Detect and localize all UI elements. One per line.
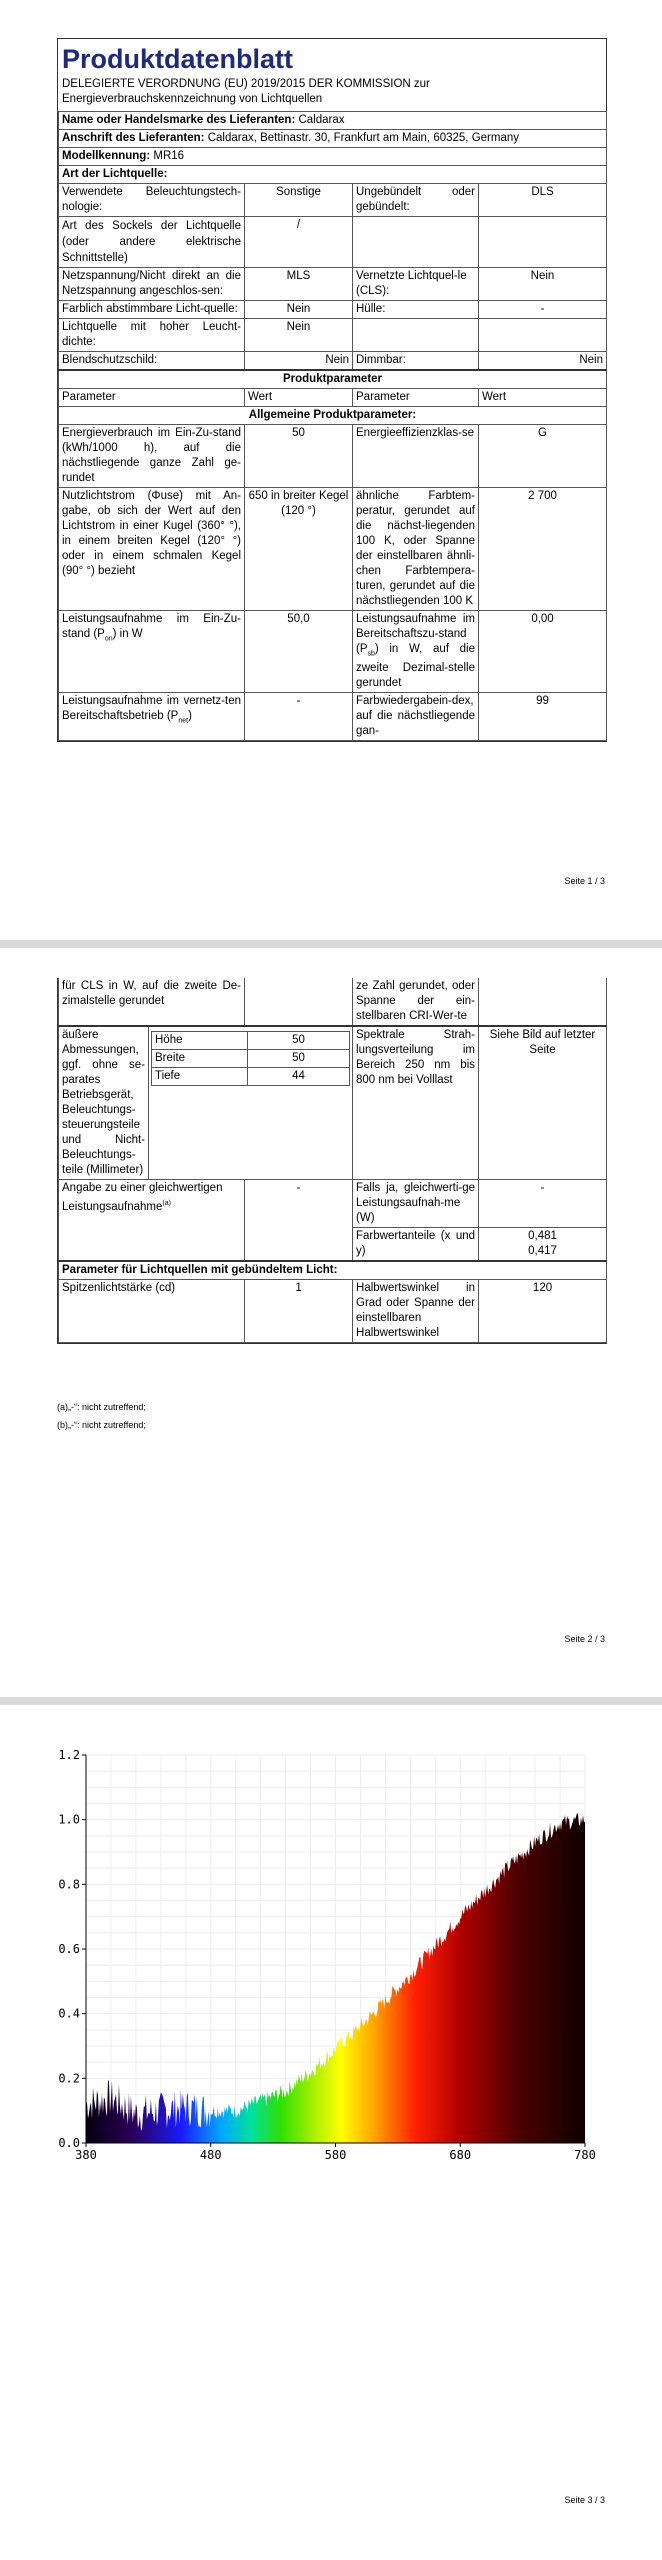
dimensions-cell [149, 1026, 353, 1180]
x-tick-label: 680 [449, 2148, 472, 2162]
model-label: Modellkennung: [62, 150, 151, 162]
address-row [59, 130, 607, 148]
dimensions-label: äußere Abmessungen, ggf. ohne se-parates Betriebsgerät, Beleuchtungs-steuerungsteile und Nicht-Beleuchtungs-teile (Millimeter) [59, 1026, 149, 1180]
page-number: Seite 2 / 3 [564, 1634, 605, 1644]
brand-row [59, 112, 607, 130]
row-label: Blendschutzschild: [59, 352, 245, 371]
type-heading: Art der Lichtquelle: [59, 166, 607, 184]
row-label: Art des Sockels der Lichtquelle (oder andere elektrische Schnittstelle) [59, 217, 245, 268]
param-value [245, 978, 353, 1026]
row-value: / [245, 217, 353, 268]
spectral-label: Spektrale Strah-lungsverteilung im Bereich 250 nm bis 800 nm bei Volllast [353, 1026, 479, 1180]
param-label: Leistungsaufnahme im Bereitschaftszu-stand $(P_{sb})$ in W, auf die zweite Dezimal-stelle gerundet [353, 611, 479, 693]
table-row [59, 301, 607, 319]
model-value: MR16 [153, 150, 185, 162]
param-label: Leistungsaufnahme im vernetz-ten Bereitschaftsbetrieb $(P_{net})$ [59, 693, 245, 741]
page-3 [0, 1705, 662, 2560]
x-tick-label: 780 [574, 2148, 596, 2162]
row-label: Dimmbar: [353, 352, 479, 371]
table-row [59, 268, 607, 301]
brand-label: Name oder Handelsmarke des Lieferanten: [62, 114, 296, 126]
x-tick-label: 380 [75, 2148, 97, 2162]
row-label [353, 217, 479, 268]
dim-value: 44 [248, 1068, 350, 1086]
param-label: Nutzlichtstrom (Φuse) mit An-gabe, ob sich der Wert auf den Lichtstrom in einer Kugel (360° °), in einem breiten Kegel (120° °) oder in einem schmalen Kegel (90° °) bezieht [59, 488, 245, 611]
param-value: G [479, 425, 607, 488]
param-value: 50 [245, 425, 353, 488]
row-value [479, 217, 607, 268]
table-row [59, 1026, 607, 1180]
page-1 [0, 0, 662, 935]
param-value: - [245, 693, 353, 741]
param-value: 99 [479, 693, 607, 741]
row-value: Sonstige [245, 184, 353, 217]
spectral-distribution-chart [0, 1745, 662, 2165]
table-row [59, 978, 607, 1026]
general-parameters-heading: Allgemeine Produktparameter: [59, 407, 607, 425]
row-label: Vernetzte Lichtquel-le (CLS): [353, 268, 479, 301]
param-value: 2 700 [479, 488, 607, 611]
equiv-label: Angabe zu einer gleichwertigen Leistungsaufnahme$^{(a)}$ [59, 1180, 245, 1262]
y-tick-label: 0.8 [58, 1877, 80, 1892]
row-label: Farblich abstimmbare Licht-quelle: [59, 301, 245, 319]
datasheet-table-p2 [57, 978, 607, 1344]
page-2 [0, 948, 662, 1693]
page-number: Seite 1 / 3 [564, 876, 605, 886]
table-row [59, 352, 607, 371]
directional-heading: Parameter für Lichtquellen mit gebündeltem Licht: [59, 1261, 607, 1280]
row-value: - [479, 301, 607, 319]
param-value: 50,0 [245, 611, 353, 693]
row-value: DLS [479, 184, 607, 217]
dim-value: 50 [248, 1050, 350, 1068]
footnote-b: (b)„-“: nicht zutreffend; [57, 1420, 146, 1430]
x-tick-label: 480 [199, 2148, 222, 2162]
row-value: MLS [245, 268, 353, 301]
page-title: Produktdatenblatt [62, 44, 294, 74]
brand-value: Caldarax [298, 114, 345, 126]
table-row [59, 1180, 607, 1228]
row-value: Nein [479, 268, 607, 301]
table-row [59, 693, 607, 741]
param-label: Farbwiedergabein-dex, auf die nächstliegende gan- [353, 693, 479, 741]
row-value: Nein [479, 352, 607, 371]
beam-label: Halbwertswinkel in Grad oder Spanne der einstellbaren Halbwertswinkel [353, 1280, 479, 1343]
row-label: Hülle: [353, 301, 479, 319]
table-row [59, 319, 607, 352]
table-row [59, 488, 607, 611]
col-header: Parameter [59, 389, 245, 407]
table-row [59, 217, 607, 268]
chroma-y: 0,417 [528, 1245, 557, 1257]
address-value: Caldarax, Bettinastr. 30, Frankfurt am Main, 60325, Germany [207, 132, 519, 144]
param-label: Energieverbrauch im Ein-Zu-stand (kWh/1000 h), auf die nächstliegende ganze Zahl ge-rundet [59, 425, 245, 488]
row-value [479, 319, 607, 352]
param-label: ähnliche Farbtem-peratur, gerundet auf die nächst-liegenden 100 K, oder Spanne der einstellbaren ähnli-chen Farbtempera-turen, gerundet auf die nächstliegenden 100 K [353, 488, 479, 611]
page-separator [0, 940, 662, 948]
dim-name: Höhe [152, 1032, 248, 1050]
dim-value: 50 [248, 1032, 350, 1050]
x-tick-label: 580 [324, 2148, 347, 2162]
row-value: Nein [245, 301, 353, 319]
y-tick-label: 0.2 [58, 2071, 80, 2086]
col-header: Wert [479, 389, 607, 407]
chart-plot-area [58, 1748, 596, 2162]
dim-name: Breite [152, 1050, 248, 1068]
y-tick-label: 1.0 [58, 1812, 80, 1827]
equiv2-value: - [479, 1180, 607, 1228]
page-number: Seite 3 / 3 [564, 2495, 605, 2505]
table-row [59, 184, 607, 217]
table-row [59, 1280, 607, 1343]
address-label: Anschrift des Lieferanten: [62, 132, 205, 144]
chroma-label: Farbwertanteile (x und y) [353, 1228, 479, 1262]
chroma-values [479, 1228, 607, 1262]
y-tick-label: 1.2 [58, 1748, 80, 1762]
col-header: Wert [245, 389, 353, 407]
row-label: Verwendete Beleuchtungstech-nologie: [59, 184, 245, 217]
param-value [479, 978, 607, 1026]
row-label: Ungebündelt oder gebündelt: [353, 184, 479, 217]
chroma-x: 0,481 [528, 1230, 557, 1242]
param-label: Leistungsaufnahme im Ein-Zu-stand $(P_{on})$ in W [59, 611, 245, 693]
col-header: Parameter [353, 389, 479, 407]
table-row [59, 611, 607, 693]
row-value: Nein [245, 352, 353, 371]
page-separator [0, 1697, 662, 1705]
param-value: 650 in breiter Kegel (120 °) [245, 488, 353, 611]
peak-label: Spitzenlichtstärke (cd) [59, 1280, 245, 1343]
param-value: 0,00 [479, 611, 607, 693]
equiv2-label: Falls ja, gleichwerti-ge Leistungsaufnah-me (W) [353, 1180, 479, 1228]
y-tick-label: 0.0 [58, 2136, 80, 2150]
param-label: Energieeffizienzklas-se [353, 425, 479, 488]
row-value: Nein [245, 319, 353, 352]
param-label: ze Zahl gerundet, oder Spanne der ein-stellbaren CRI-Wer-te [353, 978, 479, 1026]
y-tick-label: 0.4 [58, 2006, 80, 2021]
equiv-value: - [245, 1180, 353, 1262]
row-label [353, 319, 479, 352]
column-header-row [59, 389, 607, 407]
footnote-a: (a)„-“: nicht zutreffend; [57, 1402, 146, 1412]
row-label: Netzspannung/Nicht direkt an die Netzspannung angeschlos-sen: [59, 268, 245, 301]
regulation-subtitle: DELEGIERTE VERORDNUNG (EU) 2019/2015 DER KOMMISSION zur Energieverbrauchskennzeichnung von Lichtquellen [62, 78, 430, 105]
dim-name: Tiefe [152, 1068, 248, 1086]
table-row [59, 425, 607, 488]
beam-value: 120 [479, 1280, 607, 1343]
peak-value: 1 [245, 1280, 353, 1343]
param-label: für CLS in W, auf die zweite De-zimalstelle gerundet [59, 978, 245, 1026]
spectral-value: Siehe Bild auf letzter Seite [479, 1026, 607, 1180]
datasheet-table-p1 [57, 38, 607, 742]
row-label: Lichtquelle mit hoher Leucht-dichte: [59, 319, 245, 352]
y-tick-label: 0.6 [58, 1942, 80, 1956]
product-parameters-heading: Produktparameter [59, 370, 607, 389]
model-row [59, 148, 607, 166]
